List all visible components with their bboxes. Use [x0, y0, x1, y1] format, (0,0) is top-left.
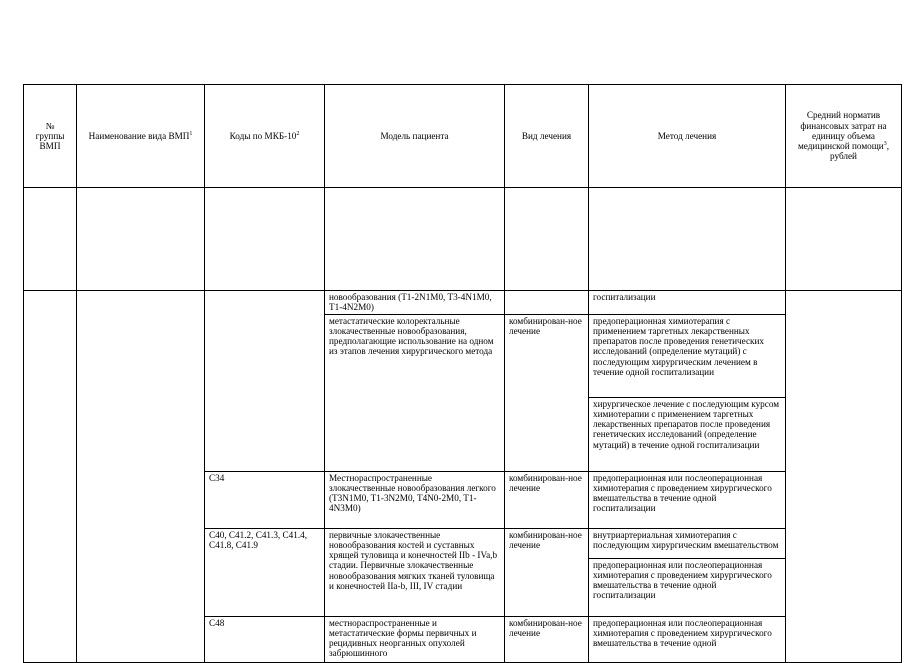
patient-model-cell: новообразования (T1-2N1M0, T3-4N1M0, T1-4N2M0) [325, 291, 505, 315]
medical-care-table [23, 84, 902, 663]
treatment-type-cell: комбинирован-ное лечение [505, 314, 589, 471]
patient-model-cell: метастатические колоректальные злокачественные новообразования, предполагающие использование на одном из этапов лечения хирургического метода [325, 314, 505, 471]
treatment-method-cell: предоперационная или послеоперационная химиотерапия с проведением хирургического вмешательства в течение одной [589, 616, 786, 662]
patient-model-cell: первичные злокачественные новообразования костей и суставных хрящей туловища и конечностей IIb - IVa,b стадии. Первичные злокачественные новообразования мягких тканей туловища и конечностей IIa-b, III, IV стадии [325, 528, 505, 616]
patient-model-cell: местнораспространенные и метастатические формы первичных и рецидивных неорганных опухолей забрюшинного [325, 616, 505, 662]
treatment-type-cell: комбинирован-ное лечение [505, 528, 589, 616]
icd-codes-cell: С34 [205, 471, 325, 528]
header-patient-model: Модель пациента [325, 85, 505, 188]
treatment-method-cell: предоперационная или послеоперационная химиотерапия с проведением хирургического вмешательства в течение одной госпитализации [589, 471, 786, 528]
treatment-method-cell: госпитализации [589, 291, 786, 315]
header-spacer-row [24, 188, 902, 291]
treatment-method-cell: предоперационная или послеоперационная химиотерапия с проведением хирургического вмешательства в течение одной госпитализации [589, 558, 786, 616]
treatment-type-cell [505, 291, 589, 315]
header-treatment-method: Метод лечения [589, 85, 786, 188]
average-cost-cell [786, 291, 902, 663]
treatment-type-cell: комбинирован-ное лечение [505, 471, 589, 528]
treatment-method-cell: хирургическое лечение с последующим курсом химиотерапии с применением таргетных лекарственных препаратов после проведения генетических исследований (определение мутаций) в течение одной госпитализации [589, 397, 786, 471]
header-average-cost: Средний норматив финансовых затрат на единицу объема медицинской помощи$^3$, рублей [786, 85, 902, 188]
icd-codes-cell [205, 291, 325, 472]
icd-codes-cell: С48 [205, 616, 325, 662]
patient-model-cell: Местнораспространенные злокачественные новообразования легкого (T3N1M0, T1-3N2M0, T4N0-2M0, T1-4N3M0) [325, 471, 505, 528]
header-group-number: № группы ВМП [24, 85, 77, 188]
table-row [24, 291, 902, 315]
header-care-type-name: Наименование вида ВМП$^1$ [77, 85, 205, 188]
header-icd-codes: Коды по МКБ-$10^2$ [205, 85, 325, 188]
header-treatment-type: Вид лечения [505, 85, 589, 188]
treatment-method-cell: предоперационная химиотерапия с применением таргетных лекарственных препаратов после проведения генетических исследований (определение мутаций) с последующим хирургическим лечением в течение одной госпитализации [589, 314, 786, 397]
header-row [24, 85, 902, 188]
treatment-method-cell: внутриартериальная химиотерапия с последующим хирургическим вмешательством [589, 528, 786, 558]
group-number-cell [24, 291, 77, 663]
treatment-type-cell: комбинирован-ное лечение [505, 616, 589, 662]
icd-codes-cell: С40, С41.2, С41.3, С41.4, С41.8, С41.9 [205, 528, 325, 616]
care-type-name-cell [77, 291, 205, 663]
